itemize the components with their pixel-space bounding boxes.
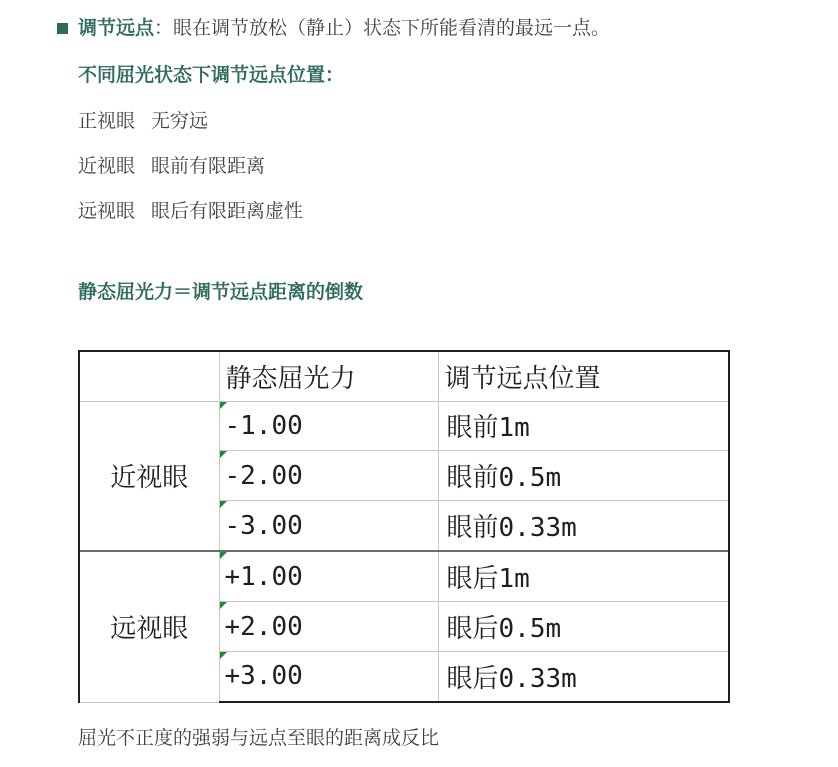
power-cell: -3.00: [219, 501, 438, 551]
state-name: 近视眼: [78, 155, 136, 177]
position-cell: 眼前1m: [438, 401, 729, 451]
cell-marker-icon: [220, 552, 227, 559]
square-bullet-icon: [57, 23, 68, 34]
cell-marker-icon: [220, 602, 227, 609]
definition-separator: ：: [154, 17, 174, 39]
cell-marker-icon: [220, 652, 227, 659]
state-row-hyperopia: [78, 197, 303, 225]
position-cell: 眼前0.5m: [438, 451, 729, 501]
definition-term: 调节远点: [78, 17, 155, 39]
cell-marker-icon: [220, 451, 227, 458]
subheading: 不同屈光状态下调节远点位置：: [78, 64, 345, 86]
state-name: 远视眼: [78, 200, 136, 222]
power-cell: +2.00: [219, 602, 438, 652]
table-header-row: [79, 351, 729, 401]
refraction-table: [78, 350, 730, 703]
position-cell: 眼后0.5m: [438, 602, 729, 652]
state-row-emmetropia: [78, 107, 208, 135]
group-label-hyperopia: 远视眼: [79, 551, 219, 702]
state-value: 眼前有限距离: [151, 155, 266, 177]
state-value: 眼后有限距离虚性: [151, 200, 304, 222]
power-cell: +1.00: [219, 551, 438, 601]
header-cell-position: 调节远点位置: [438, 351, 729, 401]
cell-marker-icon: [220, 501, 227, 508]
group-label-myopia: 近视眼: [79, 401, 219, 551]
state-row-myopia: [78, 152, 265, 180]
conclusion-text: 屈光不正度的强弱与远点至眼的距离成反比: [78, 727, 440, 749]
power-cell: -2.00: [219, 451, 438, 501]
table-row: [79, 551, 729, 601]
position-cell: 眼前0.33m: [438, 501, 729, 551]
power-cell: -1.00: [219, 401, 438, 451]
header-cell-empty: [79, 351, 219, 401]
position-cell: 眼后1m: [438, 551, 729, 601]
table-row: [79, 401, 729, 451]
state-name: 正视眼: [78, 110, 136, 132]
formula-heading: 静态屈光力＝调节远点距离的倒数: [78, 281, 364, 303]
power-cell: +3.00: [219, 651, 438, 702]
position-cell: 眼后0.33m: [438, 651, 729, 702]
header-cell-power: 静态屈光力: [219, 351, 438, 401]
definition-text: 眼在调节放松（静止）状态下所能看清的最远一点。: [173, 17, 611, 39]
state-value: 无穷远: [151, 110, 209, 132]
cell-marker-icon: [220, 402, 227, 409]
definition-line: [78, 14, 610, 42]
